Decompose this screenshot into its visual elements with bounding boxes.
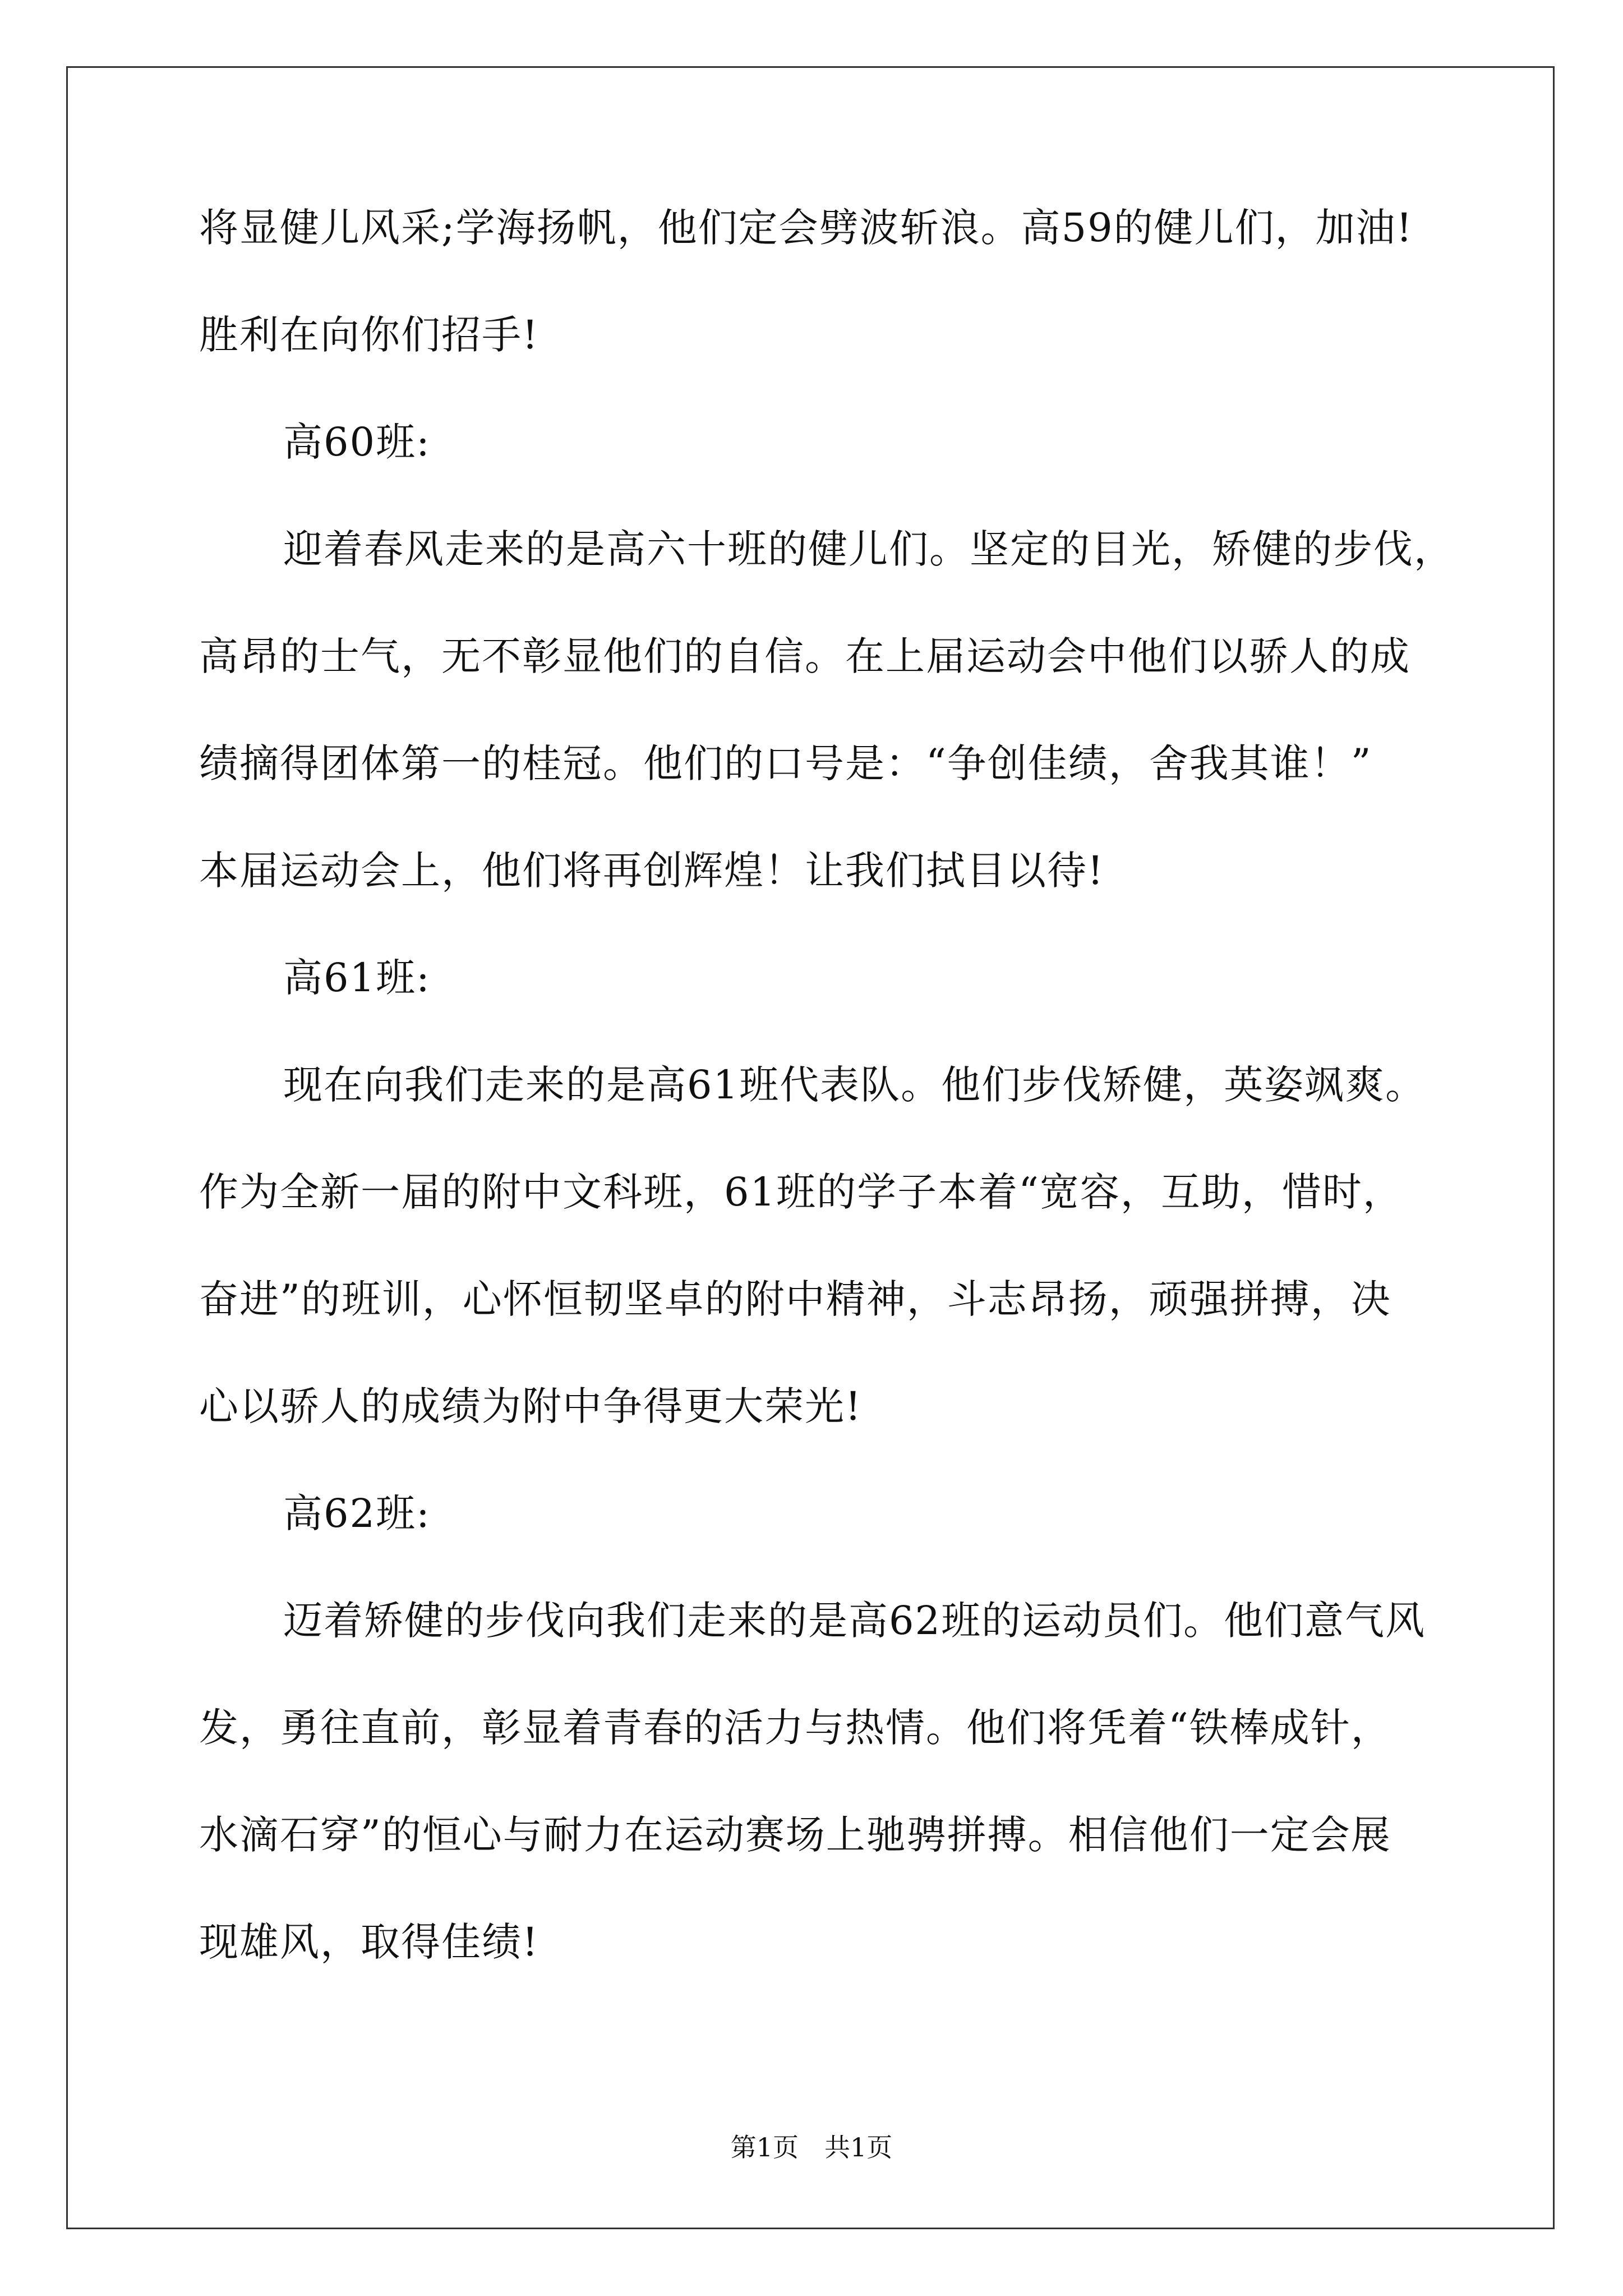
section-heading-class-60: 高60班:: [283, 419, 431, 465]
paragraph-line: 迎着春风走来的是高六十班的健儿们。坚定的目光，矫健的步伐，: [283, 526, 1454, 572]
section-heading-class-62: 高62班:: [283, 1490, 431, 1536]
paragraph-line: 胜利在向你们招手!: [199, 312, 540, 358]
document-body: [199, 201, 1454, 1969]
paragraph-line: 发，勇往直前，彰显着青春的活力与热情。他们将凭着“铁棒成针，: [199, 1705, 1391, 1751]
paragraph-line: 作为全新一届的附中文科班，61班的学子本着“宽容，互助，惜时，: [199, 1169, 1403, 1215]
paragraph-line: 心以骄人的成绩为附中争得更大荣光!: [199, 1383, 863, 1429]
section-heading-class-61: 高61班:: [283, 955, 431, 1001]
paragraph-line: 绩摘得团体第一的桂冠。他们的口号是：“争创佳绩，舍我其谁！”: [199, 740, 1372, 786]
paragraph-line: 水滴石穿”的恒心与耐力在运动赛场上驰骋拼搏。相信他们一定会展: [199, 1812, 1391, 1858]
paragraph-line: 将显健儿风采;学海扬帆，他们定会劈波斩浪。高59的健儿们，加油!: [199, 205, 1413, 251]
paragraph-line: 奋进”的班训，心怀恒韧坚卓的附中精神，斗志昂扬，顽强拼搏，决: [199, 1276, 1391, 1322]
paragraph-line: 现雄风，取得佳绩!: [199, 1919, 540, 1965]
paragraph-line: 迈着矫健的步伐向我们走来的是高62班的运动员们。他们意气风: [283, 1598, 1426, 1644]
paragraph-line: 本届运动会上，他们将再创辉煌！让我们拭目以待!: [199, 848, 1105, 894]
page-footer: 第1页 共1页: [730, 2132, 893, 2162]
paragraph-line: 高昂的士气，无不彰显他们的自信。在上届运动会中他们以骄人的成: [199, 633, 1410, 679]
paragraph-line: 现在向我们走来的是高61班代表队。他们步伐矫健，英姿飒爽。: [283, 1062, 1426, 1108]
